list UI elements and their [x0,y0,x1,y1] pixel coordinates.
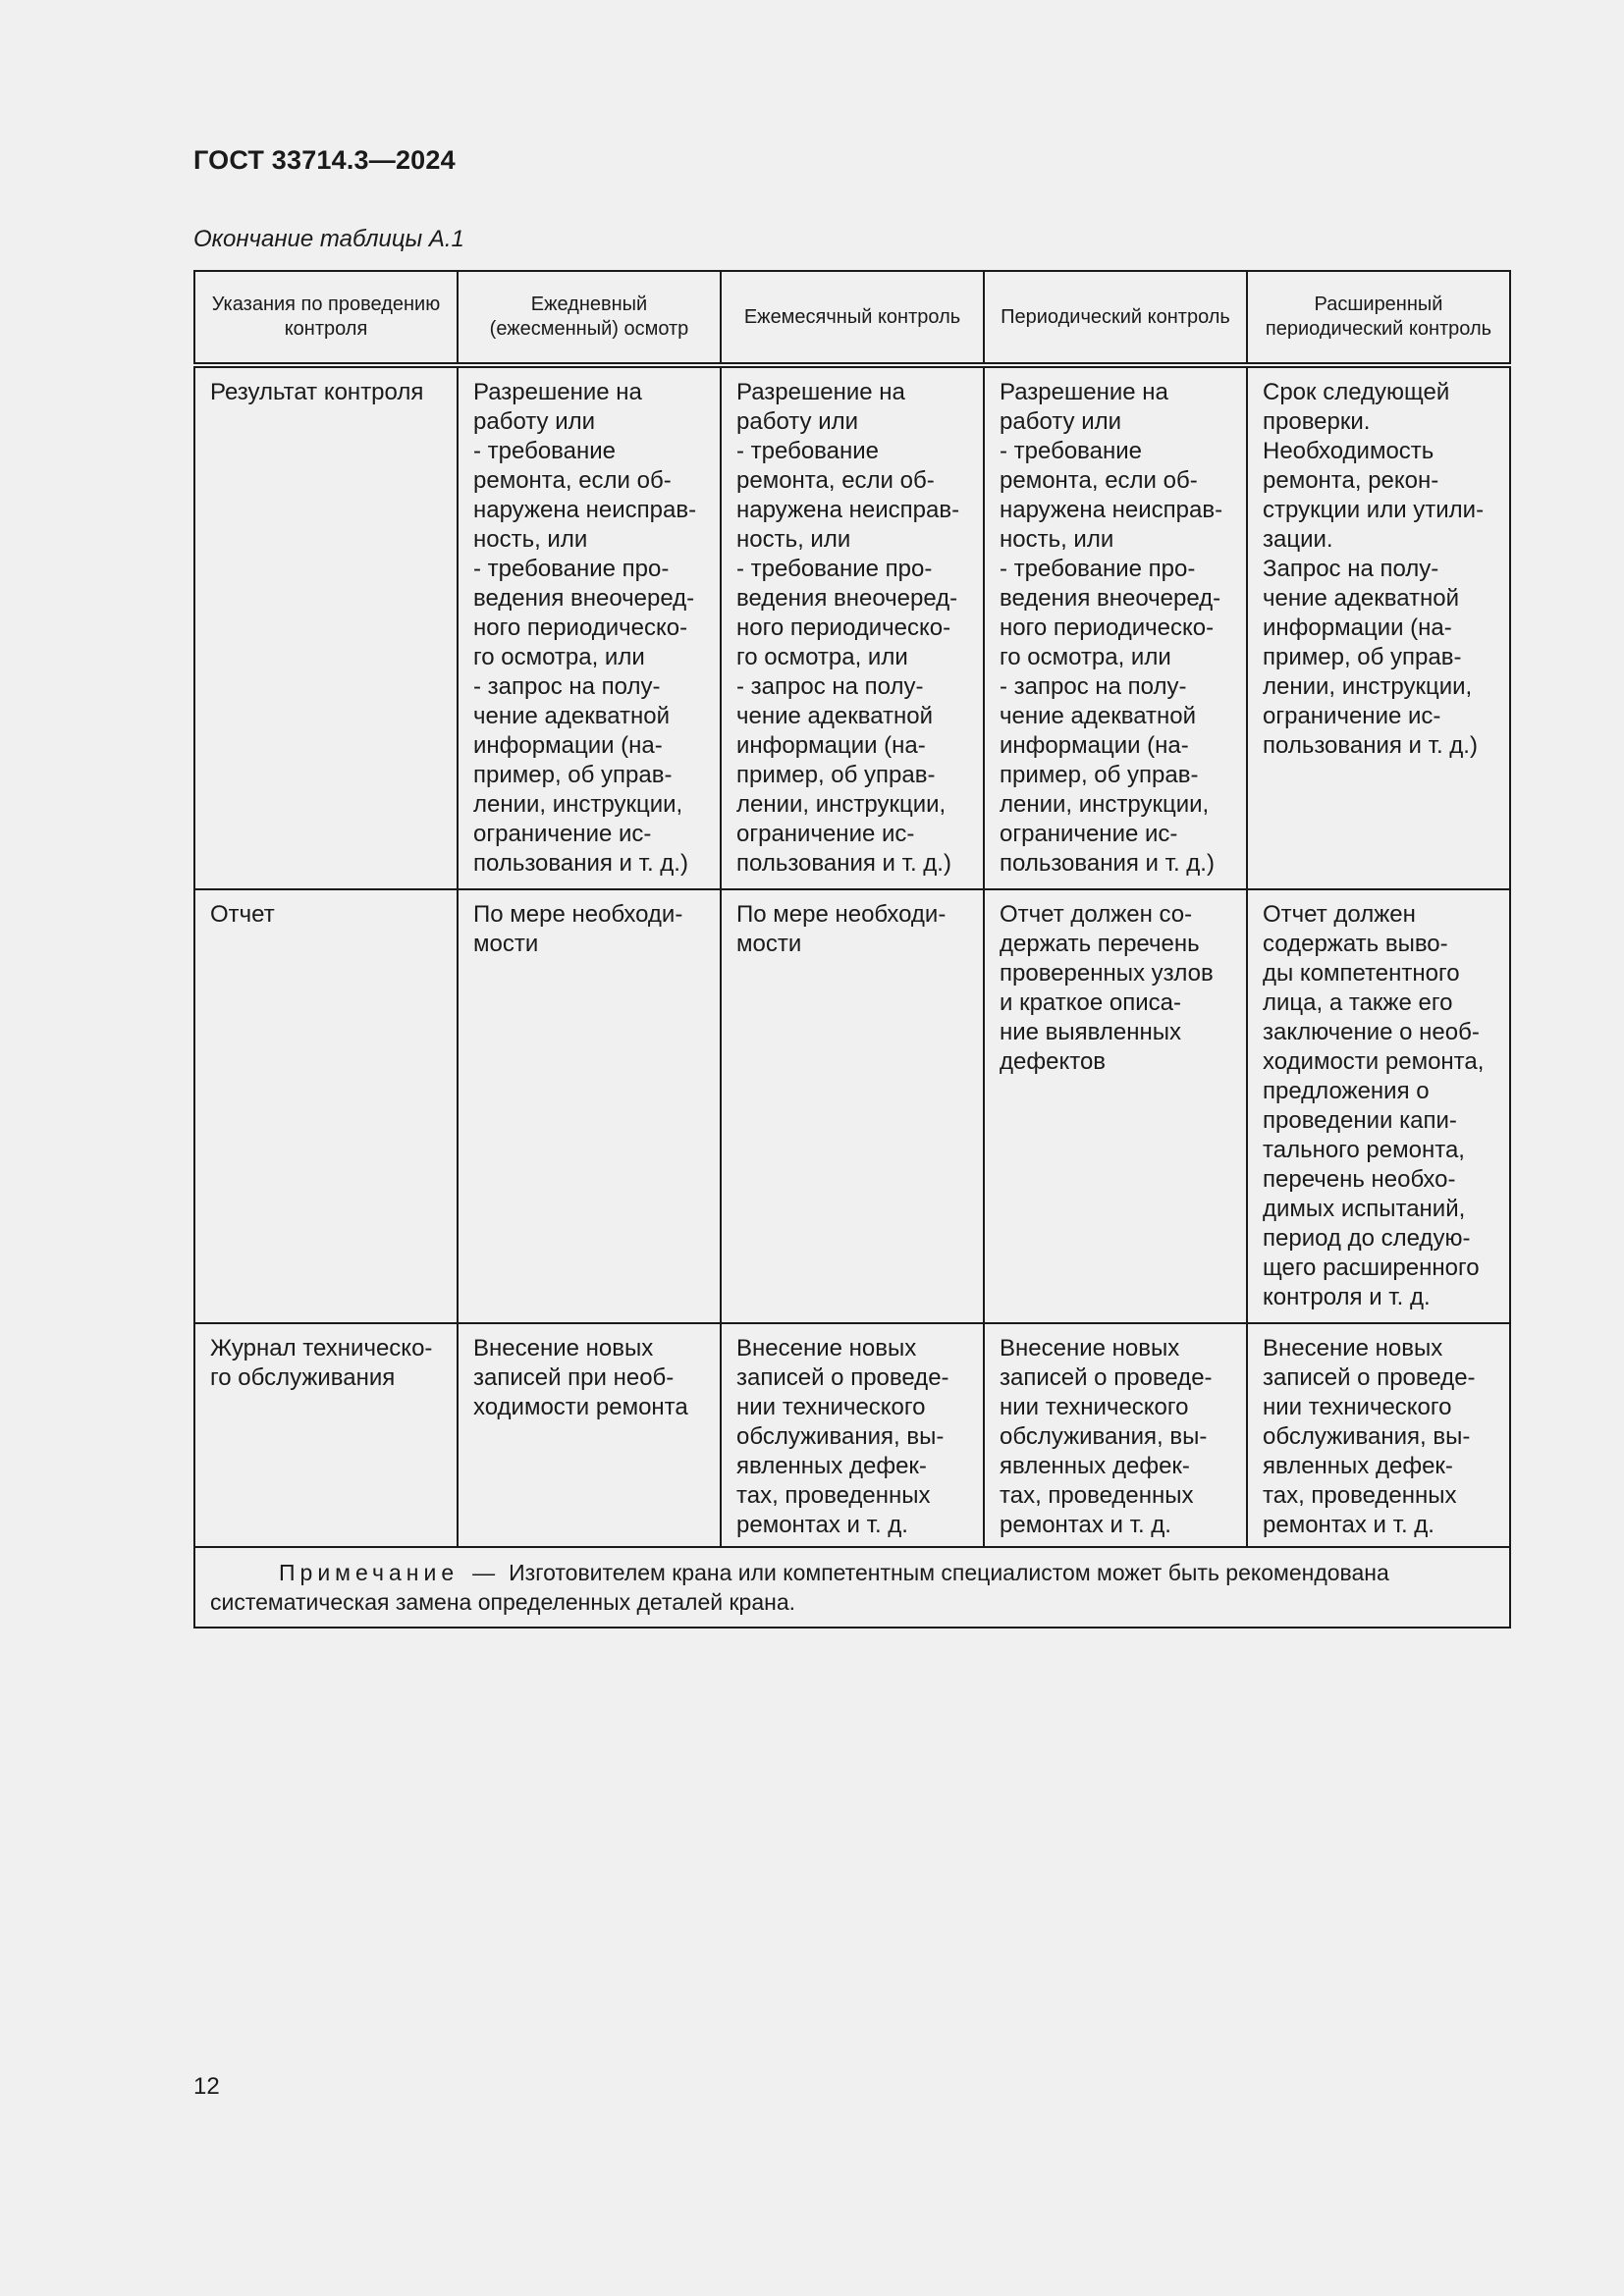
table-cell: Разрешение на работу или - требование ремонта, если об- наружена неисправ- ность, или - требование про- ведения внеочеред- ного периодическо- го осмотра, или - запрос на полу- чение адекватной информации (на- пример, об управ- лении, инструкции, ограничение ис- пользования и т. д.) [458,365,721,889]
header-instructions: Указания по проведению контроля [194,271,458,365]
table-header-row [194,271,1510,365]
note-text: Изготовителем крана или компетентным специалистом может быть рекомендована систематическая замена определенных деталей крана. [210,1560,1389,1615]
header-extended-periodic-control: Расширенный периодический контроль [1247,271,1510,365]
table-note-row [194,1547,1510,1628]
document-header: ГОСТ 33714.3—2024 [193,145,456,175]
table-cell: Внесение новых записей о проведе- нии технического обслуживания, вы- явленных дефек- тах, проведенных ремонтах и т. д. [721,1323,984,1547]
table-row [194,889,1510,1323]
table-cell: Разрешение на работу или - требование ремонта, если об- наружена неисправ- ность, или - требование про- ведения внеочеред- ного периодическо- го осмотра, или - запрос на полу- чение адекватной информации (на- пример, об управ- лении, инструкции, ограничение ис- пользования и т. д.) [721,365,984,889]
header-daily-inspection: Ежедневный (ежесменный) осмотр [458,271,721,365]
note-dash: — [472,1560,496,1585]
table-cell: Внесение новых записей при необ- ходимости ремонта [458,1323,721,1547]
row-label-maintenance-log: Журнал техническо- го обслуживания [194,1323,458,1547]
page-number: 12 [193,2073,220,2100]
table-caption: Окончание таблицы А.1 [193,226,464,252]
row-label-report: Отчет [194,889,458,1323]
table-cell: По мере необходи- мости [721,889,984,1323]
note-lead: Примечание [279,1560,460,1585]
table-note [194,1547,1510,1628]
table-cell: Разрешение на работу или - требование ремонта, если об- наружена неисправ- ность, или - требование про- ведения внеочеред- ного периодическо- го осмотра, или - запрос на полу- чение адекватной информации (на- пример, об управ- лении, инструкции, ограничение ис- пользования и т. д.) [984,365,1247,889]
table-cell: Отчет должен со- держать перечень проверенных узлов и краткое описа- ние выявленных дефектов [984,889,1247,1323]
header-periodic-control: Периодический контроль [984,271,1247,365]
table-cell: Внесение новых записей о проведе- нии технического обслуживания, вы- явленных дефек- тах, проведенных ремонтах и т. д. [984,1323,1247,1547]
table-cell: По мере необходи- мости [458,889,721,1323]
inspection-table [193,270,1511,1629]
header-monthly-control: Ежемесячный контроль [721,271,984,365]
table-row [194,1323,1510,1547]
table-cell: Отчет должен содержать выво- ды компетентного лица, а также его заключение о необ- ходимости ремонта, предложения о проведении капи- тального ремонта, перечень необхо- димых испытаний, период до следую- щего расширенного контроля и т. д. [1247,889,1510,1323]
row-label-control-result: Результат контроля [194,365,458,889]
table-cell: Внесение новых записей о проведе- нии технического обслуживания, вы- явленных дефек- тах, проведенных ремонтах и т. д. [1247,1323,1510,1547]
table-row [194,365,1510,889]
table-cell: Срок следующей проверки. Необходимость ремонта, рекон- струкции или утили- зации. Запрос на полу- чение адекватной информации (на- пример, об управ- лении, инструкции, ограничение ис- пользования и т. д.) [1247,365,1510,889]
